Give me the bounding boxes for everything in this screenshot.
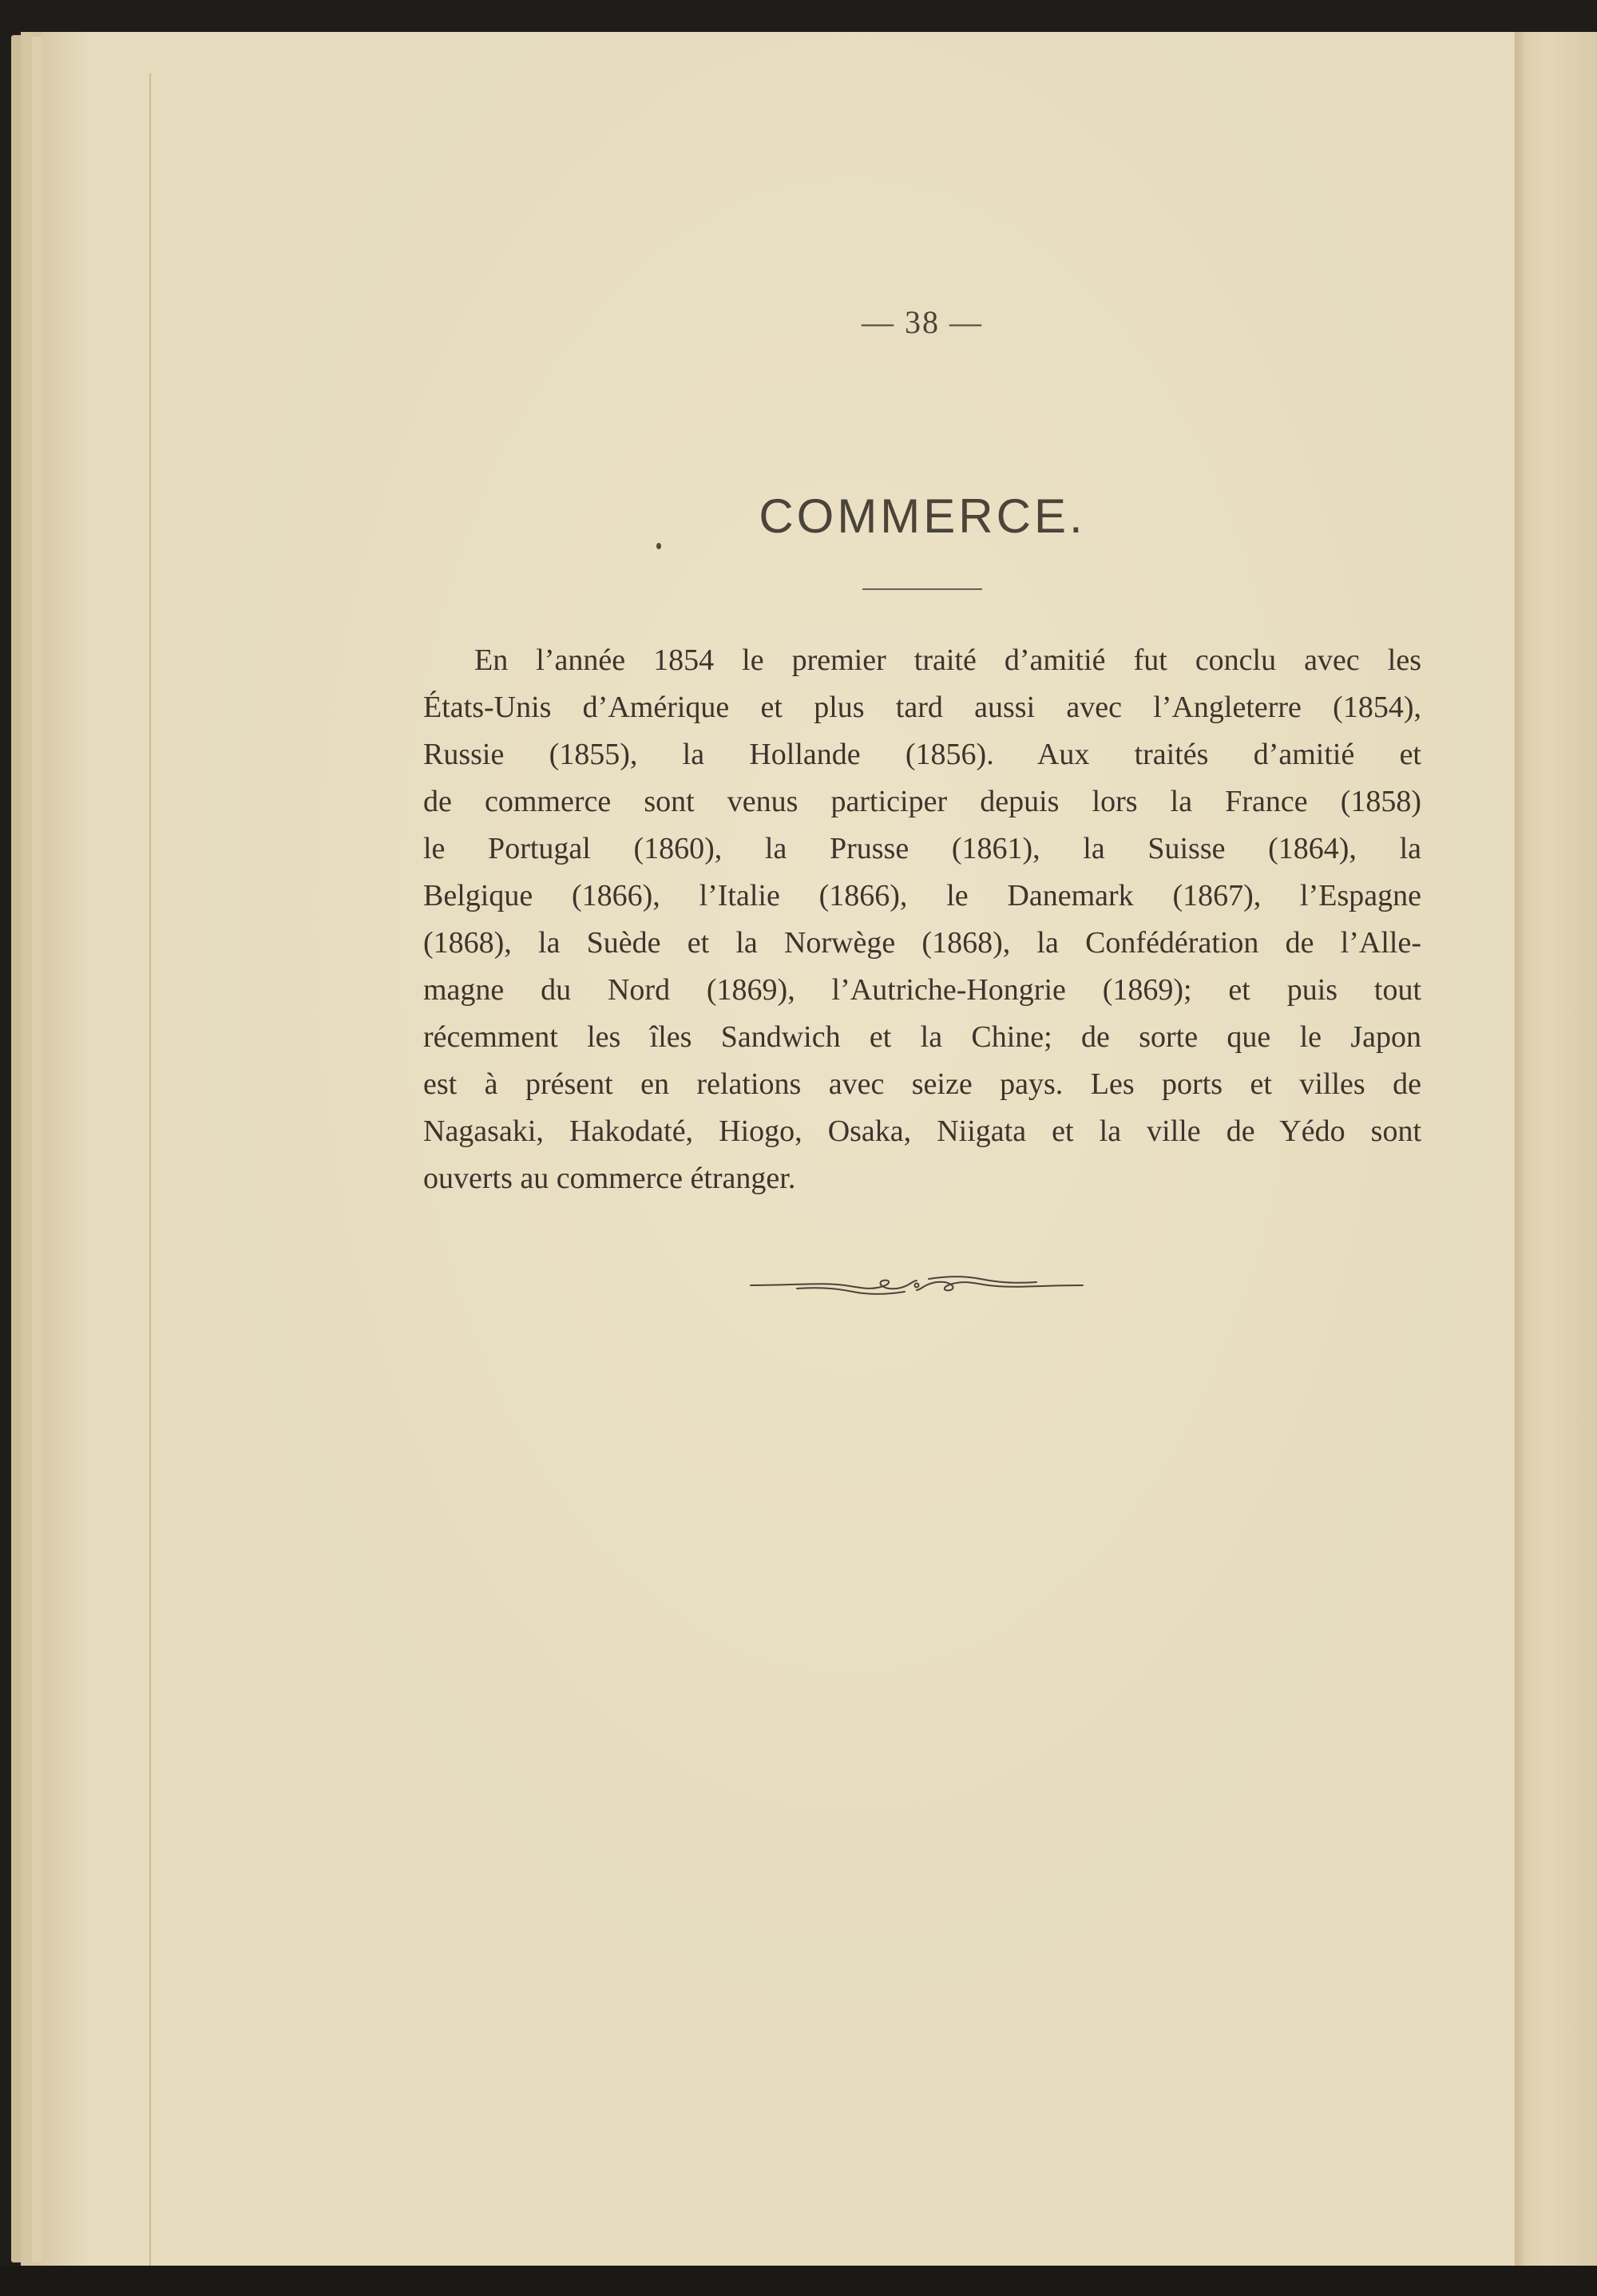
body-line: est à présent en relations avec seize pays. Les ports et villes de — [423, 1067, 1421, 1101]
body-line: Russie (1855), la Hollande (1856). Aux traités d’amitié et — [423, 738, 1421, 771]
facing-page-edge — [1515, 32, 1597, 2267]
body-line: de commerce sont venus participer depuis lors la France (1858) — [423, 785, 1421, 818]
body-line: Nagasaki, Hakodaté, Hiogo, Osaka, Niigata et la ville de Yédo sont — [423, 1114, 1421, 1148]
page-fold-line — [149, 73, 151, 2289]
page-title: COMMERCE. — [759, 489, 1086, 543]
book-page — [42, 32, 1515, 2267]
ink-speck — [656, 543, 661, 549]
body-paragraph — [423, 637, 1421, 1202]
body-line: ouverts au commerce étranger. — [423, 1162, 796, 1195]
body-line: En l’année 1854 le premier traité d’amitié fut conclu avec les — [474, 643, 1421, 677]
body-line: magne du Nord (1869), l’Autriche-Hongrie (1869); et puis tout — [423, 973, 1421, 1007]
body-line: Belgique (1866), l’Italie (1866), le Danemark (1867), l’Espagne — [423, 879, 1421, 912]
page-number: — 38 — — [862, 304, 983, 340]
scan-bottom-border — [0, 2266, 1597, 2296]
body-line: (1868), la Suède et la Norwège (1868), la Confédération de l’Alle- — [423, 926, 1421, 960]
body-line: le Portugal (1860), la Prusse (1861), la Suisse (1864), la — [423, 832, 1421, 865]
scroll-flourish-ornament-icon — [749, 1271, 1084, 1300]
title-divider — [862, 588, 982, 590]
body-line: récemment les îles Sandwich et la Chine; de sorte que le Japon — [423, 1020, 1421, 1054]
body-line: États-Unis d’Amérique et plus tard aussi avec l’Angleterre (1854), — [423, 691, 1421, 724]
